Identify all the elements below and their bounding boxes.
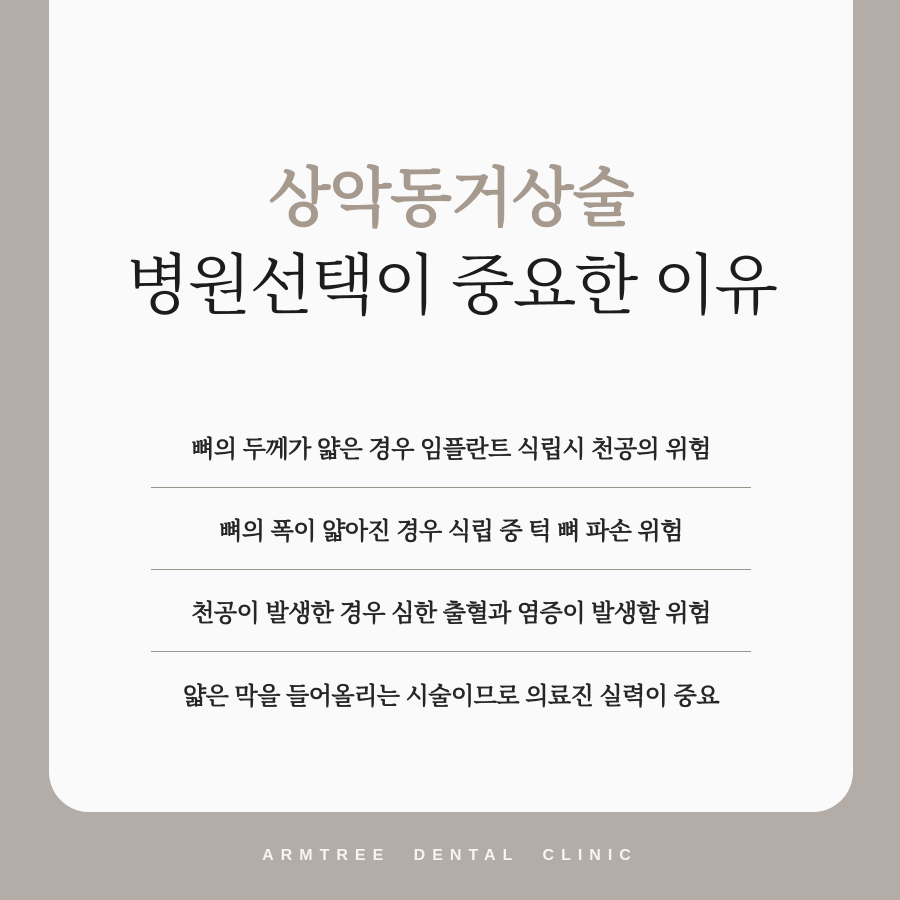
reason-list (151, 406, 751, 734)
list-item-perforation-risk: 뼈의 두께가 얇은 경우 임플란트 식립시 천공의 위험 (151, 406, 751, 488)
list-item-bleeding-inflammation-risk: 천공이 발생한 경우 심한 출혈과 염증이 발생할 위험 (151, 570, 751, 652)
page-title: 상악동거상술 (268, 162, 634, 234)
page-subtitle: 병원선택이 중요한 이유 (125, 248, 777, 322)
list-item-jawbone-damage-risk: 뼈의 폭이 얇아진 경우 식립 중 턱 뼈 파손 위험 (151, 488, 751, 570)
list-item-surgeon-skill-importance: 얇은 막을 들어올리는 시술이므로 의료진 실력이 중요 (182, 682, 720, 710)
content-card (49, 0, 853, 812)
clinic-wordmark: ARMTREE DENTAL CLINIC (262, 847, 638, 864)
